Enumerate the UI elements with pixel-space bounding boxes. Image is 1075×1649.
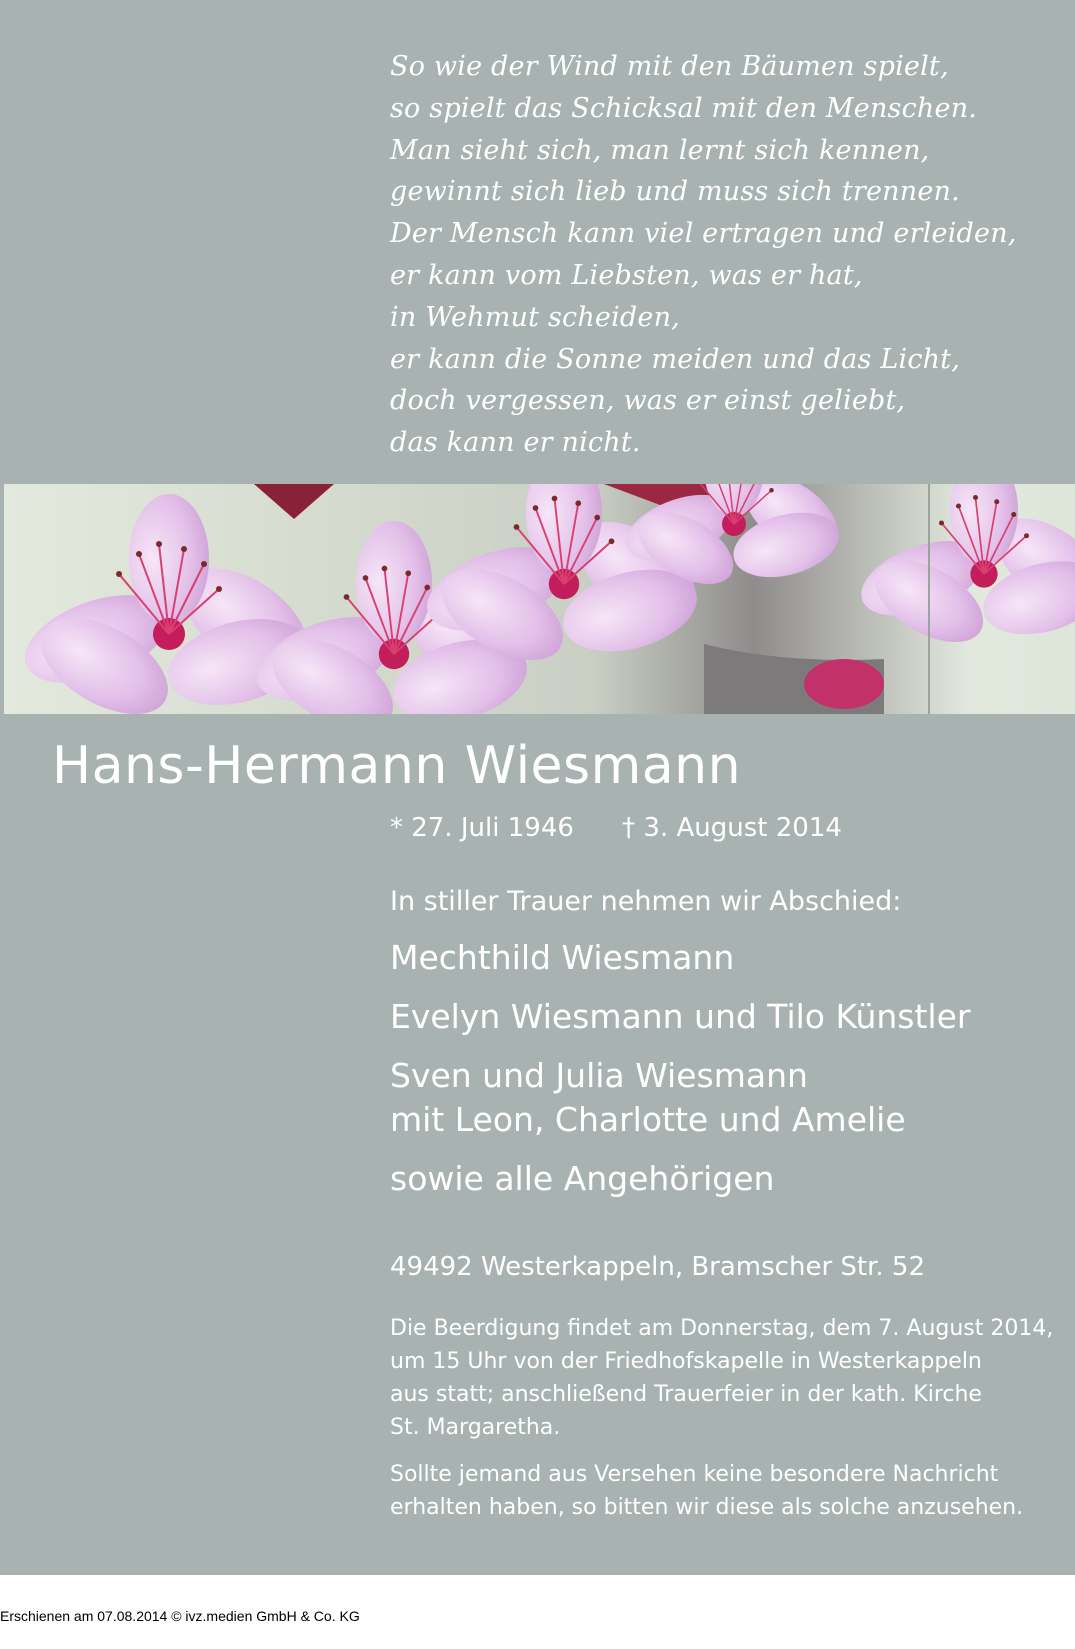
poem-line: doch vergessen, was er einst geliebt, (390, 385, 906, 417)
poem-line: so spielt das Schicksal mit den Menschen. (390, 92, 978, 124)
life-dates (390, 813, 842, 843)
mourner-name: sowie alle Angehörigen (390, 1159, 775, 1198)
deceased-name: Hans-Hermann Wiesmann (52, 736, 742, 796)
death-date: † 3. August 2014 (622, 813, 842, 843)
notice-line: Sollte jemand aus Versehen keine besondere Nachricht (390, 1462, 999, 1487)
funeral-details (390, 1312, 1054, 1444)
family-address: 49492 Westerkappeln, Bramscher Str. 52 (390, 1252, 926, 1282)
blossom-photo-banner (4, 484, 1075, 714)
notice-line: erhalten haben, so bitten wir diese als solche anzusehen. (390, 1495, 1024, 1520)
poem-line: gewinnt sich lieb und muss sich trennen. (390, 176, 960, 208)
funeral-line: Die Beerdigung findet am Donnerstag, dem 7. August 2014, (390, 1316, 1054, 1341)
poem-line: Der Mensch kann viel ertragen und erleiden, (390, 218, 1017, 250)
mourner-name: mit Leon, Charlotte und Amelie (390, 1100, 906, 1139)
funeral-line: aus statt; anschließend Trauerfeier in der kath. Kirche (390, 1382, 982, 1407)
poem-line: Man sieht sich, man lernt sich kennen, (390, 134, 930, 166)
poem-line: er kann vom Liebsten, was er hat, (390, 259, 863, 291)
birth-date: * 27. Juli 1946 (390, 813, 574, 843)
mourning-intro: In stiller Trauer nehmen wir Abschied: (390, 886, 902, 917)
notice-text (390, 1458, 1050, 1524)
mourner-name: Sven und Julia Wiesmann (390, 1056, 808, 1095)
funeral-line: St. Margaretha. (390, 1415, 561, 1440)
poem-line: er kann die Sonne meiden und das Licht, (390, 343, 961, 375)
publication-footer: Erschienen am 07.08.2014 © ivz.medien GmbH & Co. KG (0, 1608, 360, 1624)
poem (390, 46, 1050, 464)
mourner-name: Mechthild Wiesmann (390, 938, 735, 977)
poem-line: das kann er nicht. (390, 427, 641, 459)
poem-line: So wie der Wind mit den Bäumen spielt, (390, 51, 949, 82)
mourner-name: Evelyn Wiesmann und Tilo Künstler (390, 997, 971, 1036)
funeral-line: um 15 Uhr von der Friedhofskapelle in Westerkappeln (390, 1349, 982, 1374)
poem-line: in Wehmut scheiden, (390, 301, 680, 333)
